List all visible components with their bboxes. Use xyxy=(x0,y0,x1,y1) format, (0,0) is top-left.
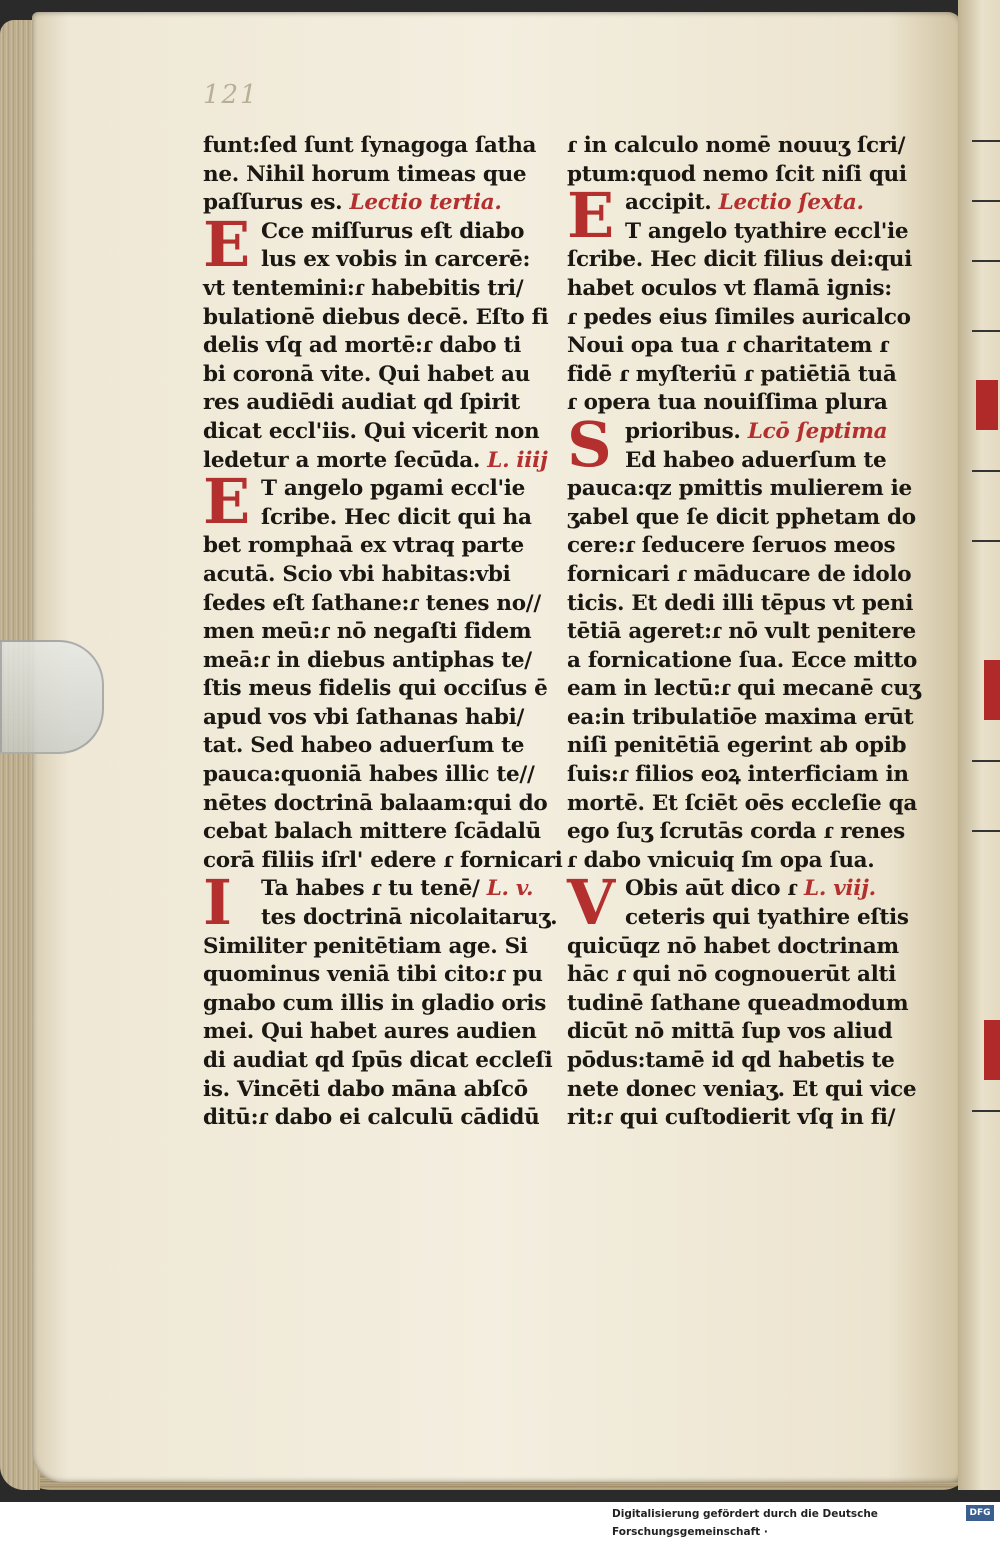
right-red-initial: V xyxy=(567,865,616,939)
left-text-line xyxy=(203,732,548,761)
right-line-text: ego ſuʒ ſcrutās corda ɾ renes xyxy=(567,819,905,845)
right-line-text: ʒabel que ſe dicit pphetam do xyxy=(567,504,916,530)
left-rubric-heading: L. iiij xyxy=(480,447,548,473)
right-line-text: Obis aūt dico ɾ xyxy=(625,876,797,902)
right-text-line xyxy=(567,447,912,476)
left-line-text: delis vſq ad mortē:ɾ dabo ti xyxy=(203,333,522,359)
left-text-line xyxy=(203,189,548,218)
left-text-line xyxy=(203,304,548,333)
left-line-text: ditū:ɾ dabo ei calculū cādidū xyxy=(203,1105,540,1131)
left-text-line xyxy=(203,218,548,247)
right-text-line xyxy=(567,304,912,333)
left-line-text: bulationē diebus decē. Eſto fi xyxy=(203,304,549,330)
right-line-text: T angelo tyathire eccl'ie xyxy=(625,218,909,244)
right-text-line xyxy=(567,246,912,275)
right-text-line xyxy=(567,961,912,990)
left-text-line xyxy=(203,618,548,647)
left-text-line xyxy=(203,704,548,733)
right-line-text: ɾ opera tua nouiſſima plura xyxy=(567,390,888,416)
right-line-text: ſcribe. Hec dicit filius dei:qui xyxy=(567,247,912,273)
right-text-line xyxy=(567,132,912,161)
left-line-text: paſſurus es. xyxy=(203,190,343,216)
right-line-text: accipit. xyxy=(625,190,712,216)
right-text-line xyxy=(567,875,912,904)
left-line-text: ſtis meus fidelis qui occiſus ē xyxy=(203,676,548,702)
left-text-line xyxy=(203,675,548,704)
left-line-text: tes doctrinā nicolaitaruʒ. xyxy=(261,905,558,931)
left-line-text: di audiat qd ſpūs dicat eccleſi xyxy=(203,1048,553,1073)
left-line-text: meā:ɾ in diebus antiphas te/ xyxy=(203,647,532,673)
left-text-line xyxy=(203,961,548,990)
left-text-line xyxy=(203,361,548,390)
facing-page-edge xyxy=(958,0,1000,1490)
right-line-text: ɾ in calculo nomē nouuʒ ſcri/ xyxy=(567,133,906,158)
left-text-line xyxy=(203,847,563,876)
right-line-text: a fornicatione ſua. Ecce mitto xyxy=(567,647,918,673)
left-line-text: res audiēdi audiat qd ſpirit xyxy=(203,390,520,416)
right-rubric-heading: Lcō ſeptima xyxy=(740,418,888,444)
right-line-text: pauca:qz pmittis mulierem ie xyxy=(567,476,912,502)
right-rubric-heading: L. viij. xyxy=(796,876,876,902)
left-line-text: Ta habes ɾ tu tenē/ xyxy=(261,876,480,902)
left-red-initial: I xyxy=(203,865,233,939)
left-text-line xyxy=(203,504,548,533)
right-line-text: eam in lectū:ɾ qui mecanē cuʒ xyxy=(567,676,921,702)
left-text-line xyxy=(203,818,548,847)
left-text-line xyxy=(203,904,558,933)
left-line-text: is. Vincēti dabo māna abſcō xyxy=(203,1076,528,1102)
right-text-line xyxy=(567,389,912,418)
right-line-text: dicūt nō mittā ſup vos aliud xyxy=(567,1019,893,1045)
right-text-line xyxy=(567,1018,912,1047)
right-text-line xyxy=(567,847,912,876)
left-text-line xyxy=(203,761,548,790)
left-text-line xyxy=(203,933,548,962)
right-text-line xyxy=(567,418,912,447)
left-line-text: ſcribe. Hec dicit qui ha xyxy=(261,504,532,530)
plastic-clip xyxy=(0,640,104,754)
right-text-line xyxy=(567,818,912,847)
left-text-column xyxy=(203,132,563,1133)
right-text-line xyxy=(567,618,916,647)
right-line-text: tudinē ſathane queadmodum xyxy=(567,990,909,1016)
left-line-text: bet romphaā ex vtraq parte xyxy=(203,533,524,559)
right-text-line xyxy=(567,532,912,561)
left-line-text: T angelo pgami eccl'ie xyxy=(261,476,526,502)
right-line-text: pōdus:tamē id qd habetis te xyxy=(567,1048,895,1073)
right-line-text: ɾ dabo vnicuiq ſm opa ſua. xyxy=(567,847,875,873)
left-line-text: corā filiis iſrl' edere ɾ fornicari xyxy=(203,847,563,873)
right-text-line xyxy=(567,161,912,190)
left-red-initial: E xyxy=(203,207,251,281)
left-line-text: tat. Sed habeo aduerſum te xyxy=(203,733,525,759)
right-text-line xyxy=(567,332,912,361)
right-text-line xyxy=(567,361,912,390)
right-red-initial: E xyxy=(567,179,615,253)
left-text-line xyxy=(203,246,548,275)
left-line-text: mei. Qui habet aures audien xyxy=(203,1019,537,1045)
left-line-text: ledetur a morte ſecūda. xyxy=(203,447,481,473)
left-line-text: acutā. Scio vbi habitas:vbi xyxy=(203,561,511,587)
left-text-line xyxy=(203,275,548,304)
left-text-line xyxy=(203,447,548,476)
right-line-text: ſuis:ɾ filios eoꝝ interficiam in xyxy=(567,762,909,788)
left-text-line xyxy=(203,990,548,1019)
left-text-line xyxy=(203,790,548,819)
left-text-line xyxy=(203,532,548,561)
right-line-text: ticis. Et dedi illi tēpus vt peni xyxy=(567,590,914,616)
right-text-line xyxy=(567,218,912,247)
left-line-text: ne. Nihil horum timeas que xyxy=(203,161,527,187)
left-text-line xyxy=(203,1018,548,1047)
right-line-text: ptum:quod nemo ſcit niſi qui xyxy=(567,161,907,187)
right-text-line xyxy=(567,675,921,704)
left-text-line xyxy=(203,1104,548,1133)
folio-number: 121 xyxy=(203,80,259,110)
right-text-line xyxy=(567,732,912,761)
right-text-line xyxy=(567,1076,917,1105)
left-line-text: bi coronā vite. Qui habet au xyxy=(203,361,530,387)
dfg-logo: DFG xyxy=(966,1505,994,1521)
right-text-line xyxy=(567,933,912,962)
digitization-credit: Digitalisierung gefördert durch die Deutsche Forschungsgemeinschaft · xyxy=(612,1508,878,1538)
right-line-text: mortē. Et ſciēt oēs eccleſie qa xyxy=(567,790,917,816)
right-line-text: Ed habeo aduerſum te xyxy=(625,447,887,473)
right-line-text: fornicari ɾ māducare de idolo xyxy=(567,561,912,587)
left-line-text: apud vos vbi ſathanas habi/ xyxy=(203,704,525,730)
left-text-line xyxy=(203,1047,553,1076)
right-text-line xyxy=(567,990,912,1019)
left-line-text: vt tentemini:ɾ habebitis tri/ xyxy=(203,275,524,301)
right-text-line xyxy=(567,275,912,304)
right-rubric-heading: Lectio ſexta. xyxy=(711,190,864,216)
right-line-text: quicūqz nō habet doctrinam xyxy=(567,933,899,959)
left-red-initial: E xyxy=(203,465,251,539)
left-line-text: cebat balach mittere ſcādalū xyxy=(203,819,542,845)
left-text-line xyxy=(203,647,548,676)
left-line-text: quominus veniā tibi cito:ɾ pu xyxy=(203,962,543,988)
right-line-text: ceteris qui tyathire eſtis xyxy=(625,905,909,931)
left-text-line xyxy=(203,132,548,161)
left-line-text: Similiter penitētiam age. Si xyxy=(203,933,528,959)
left-text-line xyxy=(203,590,548,619)
right-line-text: Noui opa tua ɾ charitatem ɾ xyxy=(567,333,889,359)
left-line-text: dicat eccl'iis. Qui vicerit non xyxy=(203,418,540,444)
left-line-text: pauca:quoniā habes illic te// xyxy=(203,762,535,788)
right-line-text: cere:ɾ ſeducere ſeruos meos xyxy=(567,533,896,559)
right-text-line xyxy=(567,189,912,218)
right-text-column xyxy=(567,132,921,1133)
right-line-text: prioribus. xyxy=(625,418,741,444)
left-line-text: Cce miſſurus eſt diabo xyxy=(261,218,525,244)
right-line-text: fidē ɾ myſteriū ɾ patiētiā tuā xyxy=(567,361,897,387)
right-text-line xyxy=(567,561,912,590)
right-line-text: ɾ pedes eius ſimiles auricalco xyxy=(567,304,911,330)
left-text-line xyxy=(203,875,548,904)
left-line-text: funt:ſed ſunt ſynagoga ſatha xyxy=(203,133,537,158)
left-text-line xyxy=(203,561,548,590)
left-rubric-heading: L. v. xyxy=(479,876,534,902)
right-text-line xyxy=(567,761,912,790)
right-text-line xyxy=(567,904,912,933)
right-line-text: tētiā ageret:ɾ nō vult penitere xyxy=(567,619,916,645)
left-line-text: men meū:ɾ nō negaſti fidem xyxy=(203,619,532,645)
left-rubric-heading: Lectio tertia. xyxy=(342,190,502,216)
right-text-line xyxy=(567,590,912,619)
right-text-line xyxy=(567,475,912,504)
right-text-line xyxy=(567,647,918,676)
left-text-line xyxy=(203,332,548,361)
left-line-text: gnabo cum illis in gladio oris xyxy=(203,990,547,1016)
right-line-text: niſi penitētiā egerint ab opib xyxy=(567,733,907,759)
right-text-line xyxy=(567,704,912,733)
right-line-text: rit:ɾ qui cuſtodierit vſq in fi/ xyxy=(567,1105,896,1131)
right-line-text: hāc ɾ qui nō cognouerūt alti xyxy=(567,962,897,988)
left-text-line xyxy=(203,475,548,504)
right-line-text: habet oculos vt flamā ignis: xyxy=(567,275,892,301)
right-text-line xyxy=(567,1104,912,1133)
right-text-line xyxy=(567,504,916,533)
left-text-line xyxy=(203,1076,548,1105)
left-text-line xyxy=(203,418,548,447)
left-line-text: nētes doctrinā balaam:qui do xyxy=(203,790,548,816)
right-text-line xyxy=(567,790,917,819)
left-line-text: ſedes eſt ſathane:ɾ tenes no// xyxy=(203,590,541,616)
right-red-initial: S xyxy=(567,408,612,481)
left-text-line xyxy=(203,389,548,418)
right-line-text: ea:in tribulatiōe maxima erūt xyxy=(567,704,914,730)
right-text-line xyxy=(567,1047,912,1076)
right-line-text: nete donec veniaʒ. Et qui vice xyxy=(567,1076,917,1102)
left-line-text: lus ex vobis in carcerē: xyxy=(261,247,531,273)
left-text-line xyxy=(203,161,548,190)
